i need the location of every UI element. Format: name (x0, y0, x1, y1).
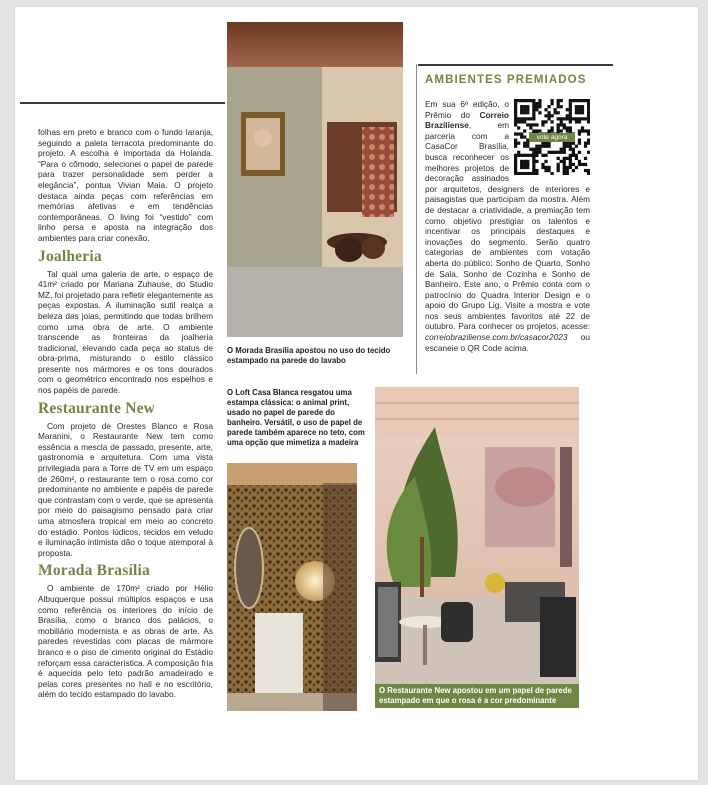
morada-caption: O Morada Brasília apostou no uso do tecido estampado na parede do lavabo (227, 346, 391, 365)
loft-bathroom-image (227, 463, 357, 711)
ambientes-text-body: , em parceria com a CasaCor Brasília, busca reconhecer os melhores projetos de decoração assinados por arquitetos, designers de interiores e paisagistas que participam da mostra. Além de destacar a criatividade, a premiação tem como objetivo prestigiar os talentos e incentivar os principais destaques e inovações do segmento. Serão quatro categorias de ambientes com votação aberta do público: Sonho de Quarto, Sonho de Sala, Sonho de Cozinha e Sonho de Banheiro. Este ano, o Prêmio conta com o patrocínio do Quadra Interior Design e o apoio do Grupo Lig. Visite a mostra e vote nos seus ambientes favoritos até 22 de outubro. Para conhecer os projetos, acesse: (425, 120, 590, 332)
loft-bathroom-photo (227, 463, 357, 711)
vote-now-badge[interactable]: vote agora (529, 133, 575, 142)
restaurante-new-image (375, 387, 579, 684)
joalheria-heading: Joalheria (38, 247, 102, 265)
restaurante-new-photo (375, 387, 579, 684)
ambientes-premiados-heading: AMBIENTES PREMIADOS (425, 74, 587, 86)
morada-heading: Morada Brasília (38, 562, 150, 580)
ambientes-text-end: ou escaneie o QR Code acima. (425, 332, 590, 353)
morada-lavabo-image (227, 22, 403, 337)
magazine-page (15, 7, 698, 780)
column-rule-left (20, 102, 225, 104)
ambientes-text-intro: Em sua 6ª edição, o Prêmio do (425, 99, 509, 120)
morada-lavabo-photo (227, 22, 403, 337)
intro-paragraph: folhas em preto e branco com o fundo laranja, seguindo a paleta terracota predominante do projeto. A escolha é importada da Holanda. “Para o cômodo, selecionei o papel de parede para trazer personalidade sem perder a elegância”, pontua Vivian Maia. O projeto destaca ainda peças com referências em memórias afetivas e em tendências contemporâneas. O living foi “vestido” com linho persa e aposta na integração dos ambientes para criar conexão. (38, 127, 213, 243)
loft-caption: O Loft Casa Blanca resgatou uma estampa clássica: o animal print, usado no papel de parede do banheiro. Versátil, o uso de papel de parede também aparece no teto, com uma opção que mimetiza a madeira (227, 388, 365, 447)
correio-brand: Correio Braziliense (425, 109, 509, 131)
left-article-column (38, 127, 213, 700)
morada-paragraph: O ambiente de 170m² criado por Hélio Albuquerque possui múltiplos espaços e usa como referência os interiores do início de Brasília, como o branco dos palácios, o mobiliário modernista e as obras de arte. As paredes revestidas com placas de mármore branco e o piso de cimento original do Estádio reforçam essa característica. A composição fria é aquecida pelo teto padrão amadeirado e pelas cores presentes no hall e no escritório, além do tecido estampado do lavabo. (38, 583, 213, 700)
column-divider (416, 64, 417, 374)
restaurante-caption: O Restaurante New apostou em um papel de parede estampado em que o rosa é a cor predominante (375, 684, 579, 708)
casacor-link[interactable]: correiobraziliense.com.br/casacor2023 (425, 332, 568, 343)
restaurante-paragraph: Com projeto de Orestes Blanco e Rosa Maranini, o Restaurante New tem como essência a mescla de passado, presente, arte, gastronomia e arquitetura. Com uma vista privilegiada para a Torre de TV em um espaço de 260m², o restaurante tem o rosa como cor predominante no ambiente e papéis de parede que contrastam com o verde, que se apresenta por meio do paisagismo pensado para criar uma atmosfera tropical em meio ao concreto do estádio. Pontos lúdicos, tecidos em veludo e iluminação intimista dão o toque atemporal à proposta. (38, 420, 213, 558)
joalheria-paragraph: Tal qual uma galeria de arte, o espaço de 41m² criado por Mariana Zuhause, do Studio MZ, foi projetado para refletir elegantemente as peças expostas. A iluminação sutil realça a beleza das joias, permitindo que todas brilhem como uma obra de arte. O ambiente transcende as fronteiras da joalheria tradicional, elevando cada peça ao status de obra-prima, misturando o estilo clássico presente nos mármores e os tons dourados com o geométrico encontrado nos espelhos e nos papéis de parede. (38, 268, 213, 396)
qr-code[interactable] (514, 99, 590, 175)
restaurante-heading: Restaurante New (38, 399, 156, 417)
column-rule-right (418, 64, 613, 66)
ambientes-premiados-column (425, 99, 590, 353)
